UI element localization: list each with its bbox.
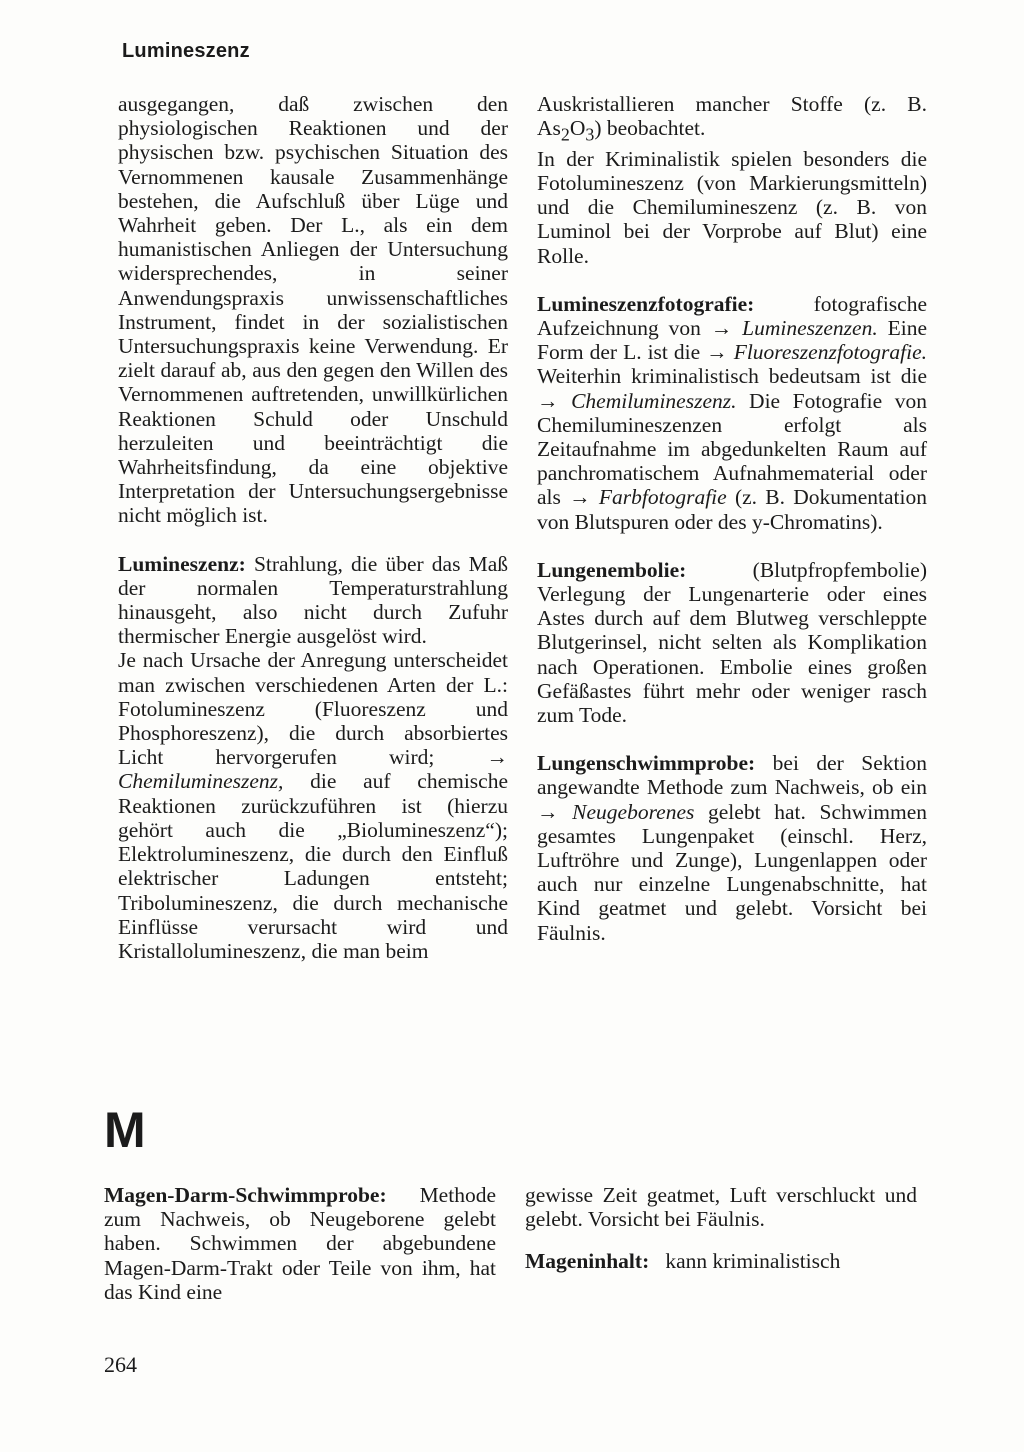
paragraph bbox=[525, 1249, 917, 1273]
entry-text: Eine Form der L. ist die → bbox=[537, 315, 927, 365]
entry-headword: Mageninhalt: bbox=[525, 1249, 650, 1274]
entry-lungenembolie bbox=[537, 558, 927, 727]
cross-reference-link[interactable]: Neugeborenes bbox=[572, 799, 695, 824]
entry-headword: Lungenschwimmprobe: bbox=[537, 751, 756, 776]
entry-text: fotografische Aufzeichnung von → bbox=[537, 291, 927, 340]
subscript: 3 bbox=[585, 124, 595, 145]
entry-lumineszenzfotografie bbox=[537, 292, 927, 534]
entry-text: Strahlung, die über das Maß der normalen Temperaturstrahlung hinausgeht, also nicht durch Zufuhr thermischer Energie ausgelöst wird. bbox=[118, 551, 508, 649]
continued-entry-text bbox=[537, 92, 927, 268]
entry-text: gelebt hat. Schwimmen gesamtes Lungenpaket (einschl. Herz, Luftröhre und Zunge), Lungenlappen oder auch nur einzelne Lungenabschnitte, hat Kind geatmet und gelebt. Vorsicht bei Fäulnis. bbox=[537, 799, 927, 945]
paragraph bbox=[537, 558, 927, 727]
page-number: 264 bbox=[104, 1352, 137, 1377]
entry-text: O bbox=[569, 116, 586, 141]
left-column bbox=[118, 92, 508, 987]
entry-text: ) beobachtet. bbox=[594, 116, 706, 141]
entry-text: Weiterhin kriminalistisch bedeutsam ist die → bbox=[537, 364, 927, 413]
paragraph bbox=[118, 648, 508, 963]
paragraph bbox=[537, 292, 927, 534]
entry-headword: Lungenembolie: bbox=[537, 557, 687, 582]
m-right-column bbox=[525, 1183, 917, 1298]
entry-headword: Magen-Darm-Schwimmprobe: bbox=[104, 1183, 387, 1207]
cross-reference-link[interactable]: Farbfotografie bbox=[598, 485, 727, 510]
entry-text: Je nach Ursache der Anregung unterscheidet man zwischen verschiedenen Arten der L.: Fotolumineszenz (Fluoreszenz und Phosphoreszenz), die durch absorbiertes Licht hervorgerufen wird; → bbox=[118, 648, 508, 770]
entry-text: (z. B. Dokumentation von Blutspuren oder des y-Chromatins). bbox=[537, 485, 927, 534]
entry-text: bei der Sektion angewandte Methode zum Nachweis, ob ein → bbox=[537, 751, 927, 824]
continued-entry-text bbox=[525, 1183, 917, 1231]
entry-text: Die Fotografie von Chemilumineszenzen erfolgt als Zeitaufnahme im abgedunkelten Raum auf panchromatischem Aufnahmematerial oder als → bbox=[537, 388, 928, 510]
entry-text: Auskristallieren mancher Stoffe (z. B. As bbox=[537, 92, 927, 141]
entry-mageninhalt bbox=[525, 1249, 917, 1273]
running-title: Lumineszenz bbox=[122, 40, 250, 62]
section-letter: M bbox=[104, 1102, 146, 1158]
subscript: 2 bbox=[560, 124, 570, 145]
paragraph bbox=[118, 552, 508, 649]
cross-reference-link[interactable]: Chemilumineszenz, bbox=[118, 769, 284, 794]
paragraph: ausgegangen, daß zwischen den physiologischen Reaktionen und der physischen bzw. psychischen Situation des Vernommenen kausale Zusammenhänge bestehen, die Aufschluß über Lüge und Wahrheit geben. Der L., als ein dem humanistischen Anliegen der Untersuchung widersprechendes, in seiner Anwendungspraxis unwissenschaftliches Instrument, findet in der sozialistischen Untersuchungspraxis keine Verwendung. Er zielt darauf ab, aus den gegen den Willen des Vernommenen auftretenden, unwillkürlichen Reaktionen Schuld oder Unschuld herzuleiten und beeinträchtigt die Wahrheitsfindung, da eine objektive Interpretation der Untersuchungsergebnisse nicht möglich ist. bbox=[118, 92, 508, 528]
paragraph bbox=[537, 92, 927, 147]
paragraph bbox=[537, 751, 927, 945]
cross-reference-link[interactable]: Fluoreszenzfotografie. bbox=[733, 340, 927, 365]
entry-magen-darm-schwimmprobe bbox=[104, 1183, 496, 1304]
entry-lungenschwimmprobe bbox=[537, 751, 927, 945]
paragraph: gewisse Zeit geatmet, Luft verschluckt und gelebt. Vorsicht bei Fäulnis. bbox=[525, 1183, 917, 1232]
cross-reference-link[interactable]: Chemilumineszenz. bbox=[571, 388, 737, 413]
right-column bbox=[537, 92, 927, 969]
entry-text: (Blutpfropfembolie) Verlegung der Lungenarterie oder eines Astes durch auf dem Blutweg verschleppte Blutgerinsel, nicht selten als Komplikation nach Operationen. Embolie eines großen Gefäßastes führt mehr oder weniger rasch zum Tode. bbox=[537, 557, 927, 727]
entry-headword: Lumineszenzfotografie: bbox=[537, 291, 755, 316]
entry-headword: Lumineszenz: bbox=[118, 551, 246, 576]
entry-text: kann kriminalistisch bbox=[665, 1249, 841, 1274]
entry-text: die auf chemische Reaktionen zurückzuführen ist (hierzu gehört auch die „Biolumineszenz“); Elektrolumineszenz, die durch den Einfluß elektrischer Ladungen entsteht; Tribolumineszenz, die durch mechanische Einflüsse verursacht wird und Kristallolumineszenz, die man beim bbox=[118, 769, 509, 963]
entry-text: Methode zum Nachweis, ob Neugeborene gelebt haben. Schwimmen der abgebundene Magen-Darm-Trakt oder Teile von ihm, hat das Kind eine bbox=[104, 1183, 496, 1304]
paragraph bbox=[104, 1183, 496, 1304]
paragraph: In der Kriminalistik spielen besonders die Fotolumineszenz (von Markierungsmitteln) und die Chemilumineszenz (z. B. von Luminol bei der Vorprobe auf Blut) eine Rolle. bbox=[537, 146, 927, 268]
continued-entry-text bbox=[118, 92, 508, 528]
m-left-column bbox=[104, 1183, 496, 1328]
cross-reference-link[interactable]: Lumineszenzen. bbox=[742, 315, 878, 340]
entry-lumineszenz bbox=[118, 552, 508, 963]
